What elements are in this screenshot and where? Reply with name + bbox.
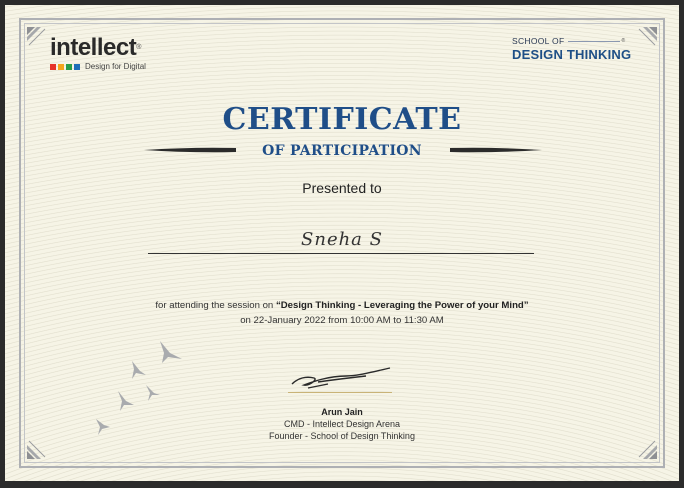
recipient-name: Sneha S	[301, 229, 383, 250]
brand-square-icon	[58, 64, 64, 70]
presented-to-label: Presented to	[302, 180, 382, 196]
brand-square-icon	[74, 64, 80, 70]
session-title: “Design Thinking - Leveraging the Power of your Mind”	[275, 300, 529, 311]
certificate-title: CERTIFICATE	[222, 102, 462, 137]
certificate-subtitle: OF PARTICIPATION	[262, 143, 422, 159]
signature	[288, 364, 398, 394]
school-logo-main: DESIGN THINKING	[512, 47, 632, 62]
corner-ornament-icon	[637, 439, 659, 461]
session-prefix: for attending the session on	[155, 300, 276, 311]
school-of-design-thinking-logo: SCHOOL OF ® DESIGN THINKING	[512, 36, 632, 62]
name-underline	[148, 253, 534, 254]
intellect-logo-tagline: Design for Digital	[85, 62, 146, 71]
corner-ornament-icon	[25, 439, 47, 461]
session-description	[0, 300, 684, 311]
signer-role-2: Founder - School of Design Thinking	[269, 431, 415, 441]
brand-square-icon	[50, 64, 56, 70]
brand-square-icon	[66, 64, 72, 70]
signer-block	[0, 406, 684, 442]
intellect-logo: intellect® Design for Digital	[50, 34, 146, 71]
signer-name: Arun Jain	[321, 407, 363, 417]
corner-ornament-icon	[637, 25, 659, 47]
signer-role-1: CMD - Intellect Design Arena	[283, 419, 401, 429]
school-logo-top: SCHOOL OF	[512, 36, 565, 46]
session-date-time: on 22-January 2022 from 10:00 AM to 11:30 AM	[240, 315, 444, 326]
signature-line	[288, 392, 392, 393]
corner-ornament-icon	[25, 25, 47, 47]
intellect-logo-name: intellect	[50, 34, 137, 61]
